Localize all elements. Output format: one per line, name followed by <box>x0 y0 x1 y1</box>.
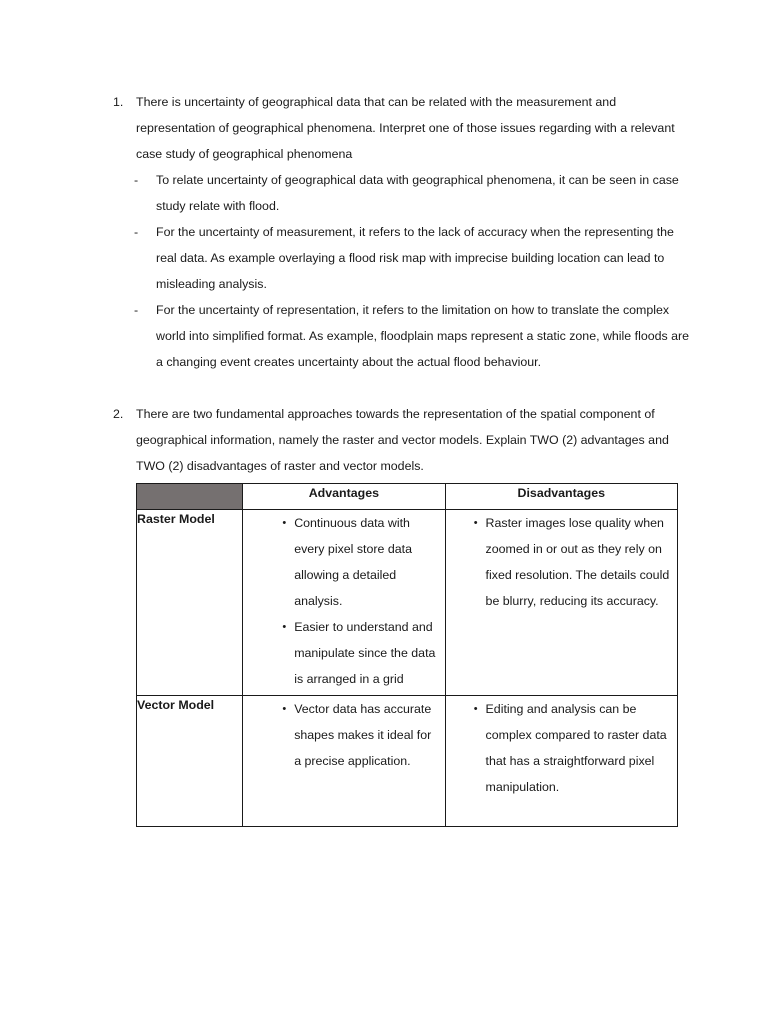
disadvantages-header: Disadvantages <box>445 484 677 510</box>
dash-marker: - <box>134 225 139 239</box>
question-text: There are two fundamental approaches towards the representation of the spatial component of geographical information, namely the raster and vector models. Explain TWO (2) advantages and TWO (2) disadvantages of raster and vector models. <box>136 407 669 473</box>
list-item-text: Raster images lose quality when zoomed in or out as they rely on fixed resolution. The details could be blurry, reducing its accuracy. <box>485 516 670 608</box>
advantages-cell <box>243 510 445 696</box>
list-item <box>446 696 677 800</box>
disadvantages-cell <box>445 510 677 696</box>
answer-text: For the uncertainty of measurement, it refers to the lack of accuracy when the representing the real data. As example overlaying a flood risk map with imprecise building location can lead to misleading analysis. <box>156 225 674 291</box>
bullet-marker: • <box>282 621 287 633</box>
answer-text: To relate uncertainty of geographical data with geographical phenomena, it can be seen in case study relate with flood. <box>156 173 679 213</box>
table-header-row <box>137 484 678 510</box>
question-1 <box>113 89 693 375</box>
list-item <box>446 510 677 614</box>
bullet-marker: • <box>282 703 287 715</box>
table-row <box>137 696 678 827</box>
list-item-text: Editing and analysis can be complex compared to raster data that has a straightforward pixel manipulation. <box>485 702 667 794</box>
row-label: Raster Model <box>137 510 243 696</box>
answer-list <box>113 167 693 375</box>
question-text: There is uncertainty of geographical data that can be related with the measurement and representation of geographical phenomena. Interpret one of those issues regarding with a relevant case study of geographical phenomena <box>136 95 675 161</box>
disadvantages-cell <box>445 696 677 827</box>
answer-text: For the uncertainty of representation, it refers to the limitation on how to translate the complex world into simplified format. As example, floodplain maps represent a static zone, while floods are a changing event creates uncertainty about the actual flood behaviour. <box>156 303 690 369</box>
row-label: Vector Model <box>137 696 243 827</box>
advantages-header: Advantages <box>243 484 445 510</box>
dash-marker: - <box>134 303 139 317</box>
list-item-text: Continuous data with every pixel store data allowing a detailed analysis. <box>294 516 412 608</box>
dash-marker: - <box>134 173 139 187</box>
table-row <box>137 510 678 696</box>
answer-item <box>113 167 693 219</box>
answer-item <box>113 297 693 375</box>
question-number: 1. <box>113 95 124 109</box>
answer-item <box>113 219 693 297</box>
list-item <box>243 696 444 774</box>
table-corner-cell <box>137 484 243 510</box>
bullet-marker: • <box>282 517 287 529</box>
list-item-text: Easier to understand and manipulate since the data is arranged in a grid <box>294 620 436 686</box>
comparison-table <box>136 483 678 827</box>
list-item <box>243 510 444 614</box>
question-number: 2. <box>113 407 124 421</box>
bullet-marker: • <box>473 517 478 529</box>
list-item <box>243 614 444 692</box>
advantages-cell <box>243 696 445 827</box>
question-2 <box>113 401 693 479</box>
list-item-text: Vector data has accurate shapes makes it ideal for a precise application. <box>294 702 432 768</box>
bullet-marker: • <box>473 703 478 715</box>
